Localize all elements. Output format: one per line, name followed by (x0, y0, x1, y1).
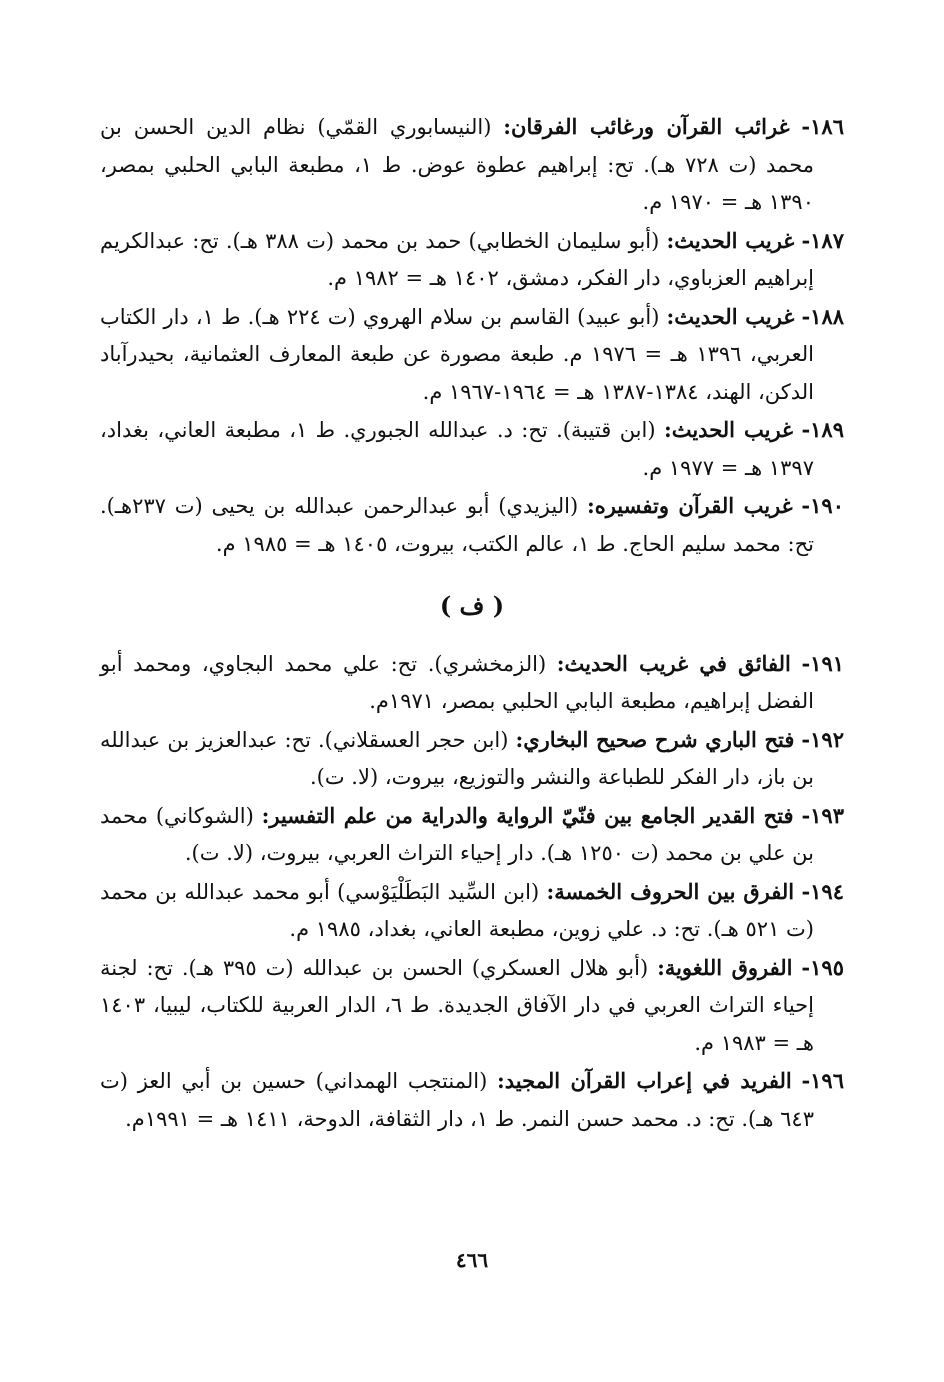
entry-body: (الشوكاني) محمد بن علي بن محمد (ت ١٢٥٠ هـ). دار إحياء التراث العربي، بيروت، (لا. ت). (100, 803, 814, 865)
page-number: ٤٦٦ (455, 1248, 489, 1272)
entries-before-section (100, 108, 844, 563)
entry-title: غريب القرآن وتفسيره: (586, 493, 793, 518)
entry-title: غريب الحديث: (666, 227, 795, 253)
entry-title: الفائق في غريب الحديث: (556, 650, 791, 676)
entry-number: ١٩١- (801, 650, 845, 676)
bibliography-entry (100, 108, 844, 222)
bibliography-entry (100, 298, 844, 412)
entry-number: ١٩٤- (801, 878, 844, 904)
entry-number: ١٩٦- (801, 1068, 844, 1093)
entry-body: (أبو سليمان الخطابي) حمد بن محمد (ت ٣٨٨ هـ). تح: عبدالكريم إبراهيم العزباوي، دار الفكر، دمشق، ١٤٠٢ هـ = ١٩٨٢ م. (100, 228, 814, 290)
entry-number: ١٩٠- (801, 493, 844, 518)
section-heading: ( ف ) (439, 591, 505, 620)
entry-body: (ابن السِّيد البَطَلْيَوْسي) أبو محمد عبدالله بن محمد (ت ٥٢١ هـ). تح: د. علي زوين، مطبعة العاني، بغداد، ١٩٨٥ م. (100, 879, 814, 941)
entry-body: (أبو عبيد) القاسم بن سلام الهروي (ت ٢٢٤ هـ). ط ١، دار الكتاب العربي، ١٣٩٦ هـ = ١٩٧٦ م. طبعة مصورة عن طبعة المعارف العثمانية، بحيدرآباد الدكن، الهند، ١٣٨٤-١٣٨٧ هـ = ١٩٦٤-١٩٦٧ م. (100, 304, 814, 404)
entry-body: (ابن حجر العسقلاني). تح: عبدالعزيز بن عبدالله بن باز، دار الفكر للطباعة والنشر والتوزيع، بيروت، (لا. ت). (100, 727, 814, 789)
bibliography-entry (100, 873, 844, 949)
entry-title: فتح القدير الجامع بين فنّيّ الرواية والدراية من علم التفسير: (261, 802, 794, 828)
bibliography-entry (100, 949, 844, 1063)
entry-body: (النيسابوري القمّي) نظام الدين الحسن بن محمد (ت ٧٢٨ هـ). تح: إبراهيم عطوة عوض. ط ١، مطبعة البابي الحلبي بمصر، ١٣٩٠ هـ = ١٩٧٠ م. (100, 115, 814, 214)
bibliography-entry (100, 797, 844, 873)
entry-number: ١٩٣- (801, 802, 844, 828)
entry-title: الفرق بين الحروف الخمسة: (546, 878, 795, 904)
bibliography-entry (100, 487, 844, 563)
entry-title: غريب الحديث: (663, 417, 794, 442)
bibliography-entry (100, 721, 844, 797)
entry-title: غريب الحديث: (666, 303, 795, 329)
entry-title: فتح الباري شرح صحيح البخاري: (515, 726, 795, 752)
entry-body: (المنتجب الهمداني) حسين بن أبي العز (ت ٦٤٣ هـ). تح: د. محمد حسن النمر. ط ١، دار الثقافة، الدوحة، ١٤١١ هـ = ١٩٩١م. (100, 1069, 814, 1131)
entry-title: الفروق اللغوية: (657, 954, 793, 980)
entry-body: (اليزيدي) أبو عبدالرحمن عبدالله بن يحيى (ت ٢٣٧هـ). تح: محمد سليم الحاج. ط ١، عالم الكتب، بيروت، ١٤٠٥ هـ = ١٩٨٥ م. (100, 494, 814, 556)
entry-body: (ابن قتيبة). تح: د. عبدالله الجبوري. ط ١، مطبعة العاني، بغداد، ١٣٩٧ هـ = ١٩٧٧ م. (100, 418, 814, 480)
entry-number: ١٩٥- (801, 954, 844, 980)
bibliography-entry (100, 1062, 844, 1138)
entry-body: (أبو هلال العسكري) الحسن بن عبدالله (ت ٣٩٥ هـ). تح: لجنة إحياء التراث العربي في دار الآفاق الجديدة. ط ٦، الدار العربية للكتاب، ليبيا، ١٤٠٣ هـ = ١٩٨٣ م. (100, 955, 814, 1055)
entry-title: الفريد في إعراب القرآن المجيد: (497, 1068, 792, 1093)
entry-number: ١٩٢- (801, 726, 844, 752)
bibliography-entry (100, 222, 844, 298)
entry-number: ١٨٦- (801, 114, 844, 139)
entry-number: ١٨٨- (801, 303, 845, 329)
entries-after-section (100, 645, 844, 1139)
bibliography-entry (100, 645, 844, 721)
entry-title: غرائب القرآن ورغائب الفرقان: (503, 114, 790, 139)
entry-number: ١٨٩- (801, 417, 844, 442)
entry-body: (الزمخشري). تح: علي محمد البجاوي، ومحمد أبو الفضل إبراهيم، مطبعة البابي الحلبي بمصر، ١٩٧١م. (100, 651, 814, 713)
entry-number: ١٨٧- (801, 227, 844, 253)
bibliography-entry (100, 411, 844, 487)
bibliography-page (100, 108, 844, 1138)
